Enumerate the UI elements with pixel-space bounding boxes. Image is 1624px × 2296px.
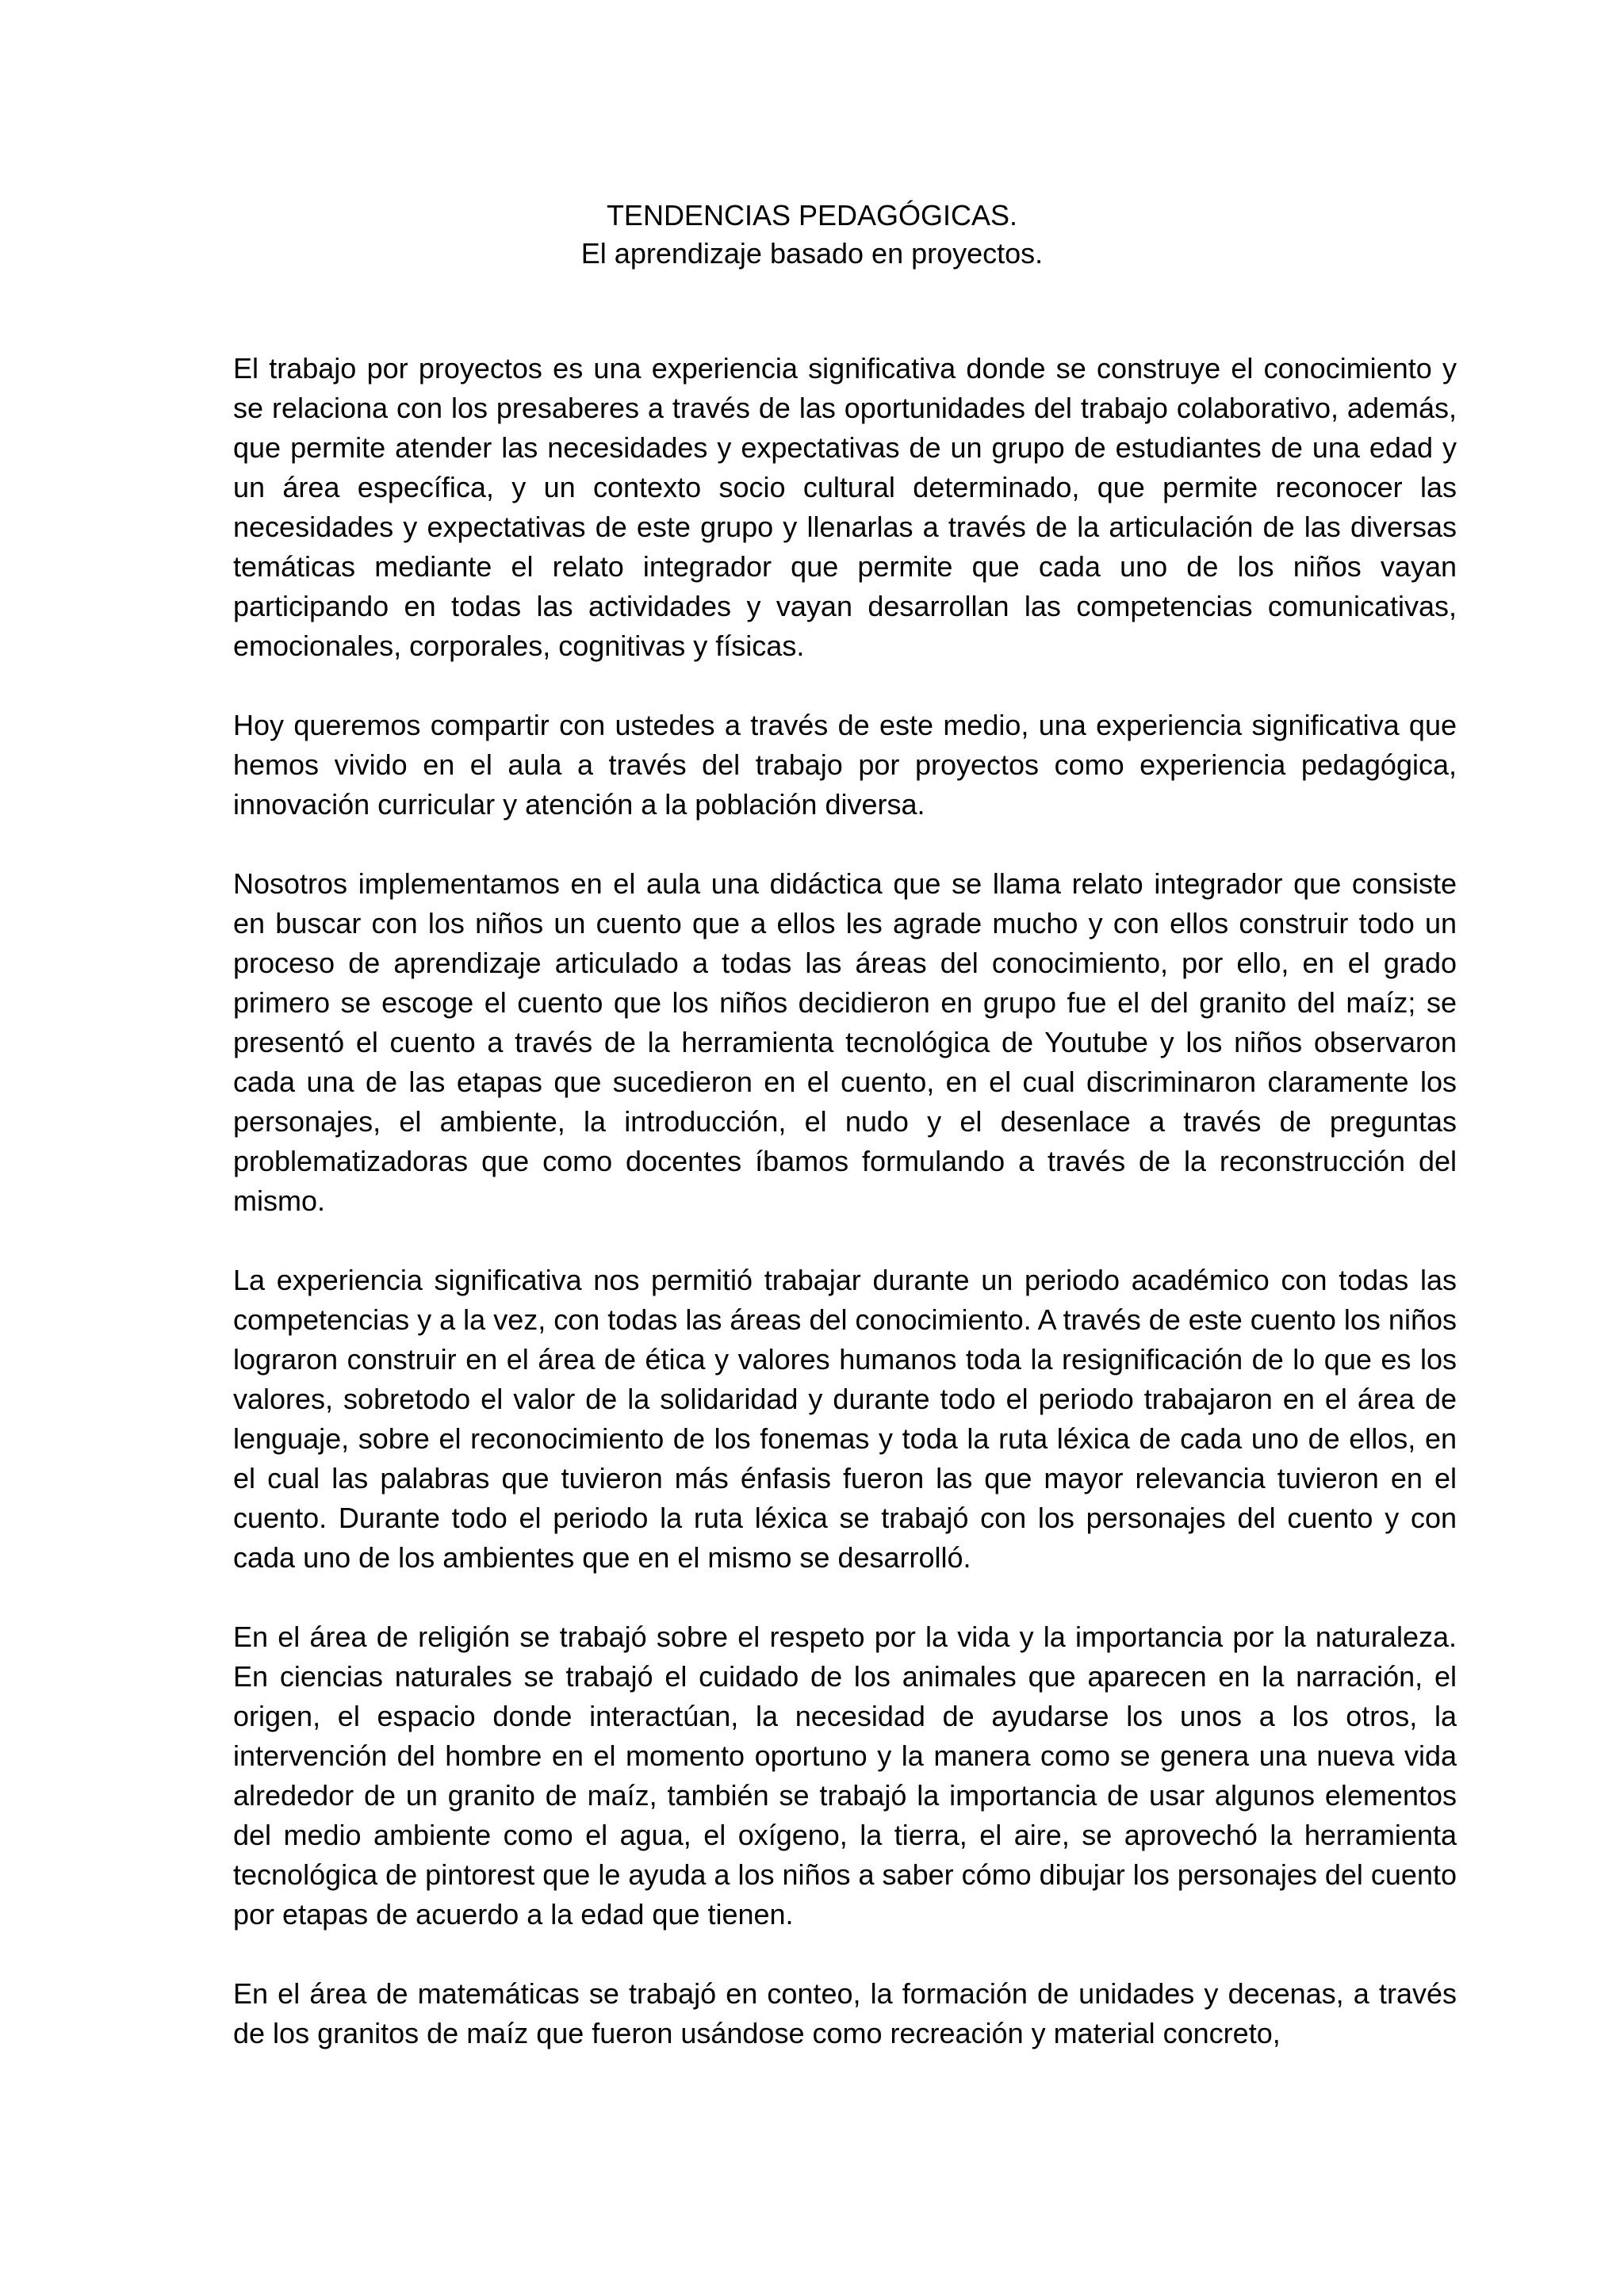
paragraph-2: Hoy queremos compartir con ustedes a través de este medio, una experiencia significativa que hemos vivido en el aula a través del trabajo por proyectos como experiencia pedagógica, innovación curricular y atención a la población diversa. bbox=[233, 709, 1457, 821]
paragraph-4: La experiencia significativa nos permitió trabajar durante un periodo académico con todas las competencias y a la vez, con todas las áreas del conocimiento. A través de este cuento los niños lograron construir en el área de ética y valores humanos toda la resignificación de lo que es los valores, sobretodo el valor de la solidaridad y durante todo el periodo trabajaron en el área de lenguaje, sobre el reconocimiento de los fonemas y toda la ruta léxica de cada uno de ellos, en el cual las palabras que tuvieron más énfasis fueron las que mayor relevancia tuvieron en el cuento. Durante todo el periodo la ruta léxica se trabajó con los personajes del cuento y con cada uno de los ambientes que en el mismo se desarrolló. bbox=[233, 1264, 1457, 1574]
paragraph-6: En el área de matemáticas se trabajó en conteo, la formación de unidades y decenas, a través de los granitos de maíz que fueron usándose como recreación y material concreto, bbox=[233, 1977, 1457, 2049]
document-title: TENDENCIAS PEDAGÓGICAS. bbox=[606, 199, 1018, 232]
paragraph-1: El trabajo por proyectos es una experiencia significativa donde se construye el conocimiento y se relaciona con los presaberes a través de las oportunidades del trabajo colaborativo, además, que permite atender las necesidades y expectativas de un grupo de estudiantes de una edad y un área específica, y un contexto socio cultural determinado, que permite reconocer las necesidades y expectativas de este grupo y llenarlas a través de la articulación de las diversas temáticas mediante el relato integrador que permite que cada uno de los niños vayan participando en todas las actividades y vayan desarrollan las competencias comunicativas, emocionales, corporales, cognitivas y físicas. bbox=[233, 352, 1457, 662]
document-subtitle: El aprendizaje basado en proyectos. bbox=[580, 237, 1044, 270]
document-header bbox=[0, 197, 1624, 273]
paragraph-5: En el área de religión se trabajó sobre el respeto por la vida y la importancia por la naturaleza. En ciencias naturales se trabajó el cuidado de los animales que aparecen en la narración, el origen, el espacio donde interactúan, la necesidad de ayudarse los unos a los otros, la intervención del hombre en el momento oportuno y la manera como se genera una nueva vida alrededor de un granito de maíz, también se trabajó la importancia de usar algunos elementos del medio ambiente como el agua, el oxígeno, la tierra, el aire, se aprovechó la herramienta tecnológica de pintorest que le ayuda a los niños a saber cómo dibujar los personajes del cuento por etapas de acuerdo a la edad que tienen. bbox=[233, 1621, 1457, 1931]
paragraph-3: Nosotros implementamos en el aula una didáctica que se llama relato integrador que consiste en buscar con los niños un cuento que a ellos les agrade mucho y con ellos construir todo un proceso de aprendizaje articulado a todas las áreas del conocimiento, por ello, en el grado primero se escoge el cuento que los niños decidieron en grupo fue el del granito del maíz; se presentó el cuento a través de la herramienta tecnológica de Youtube y los niños observaron cada una de las etapas que sucedieron en el cuento, en el cual discriminaron claramente los personajes, el ambiente, la introducción, el nudo y el desenlace a través de preguntas problematizadoras que como docentes íbamos formulando a través de la reconstrucción del mismo. bbox=[233, 867, 1457, 1217]
document-body bbox=[233, 349, 1457, 2053]
